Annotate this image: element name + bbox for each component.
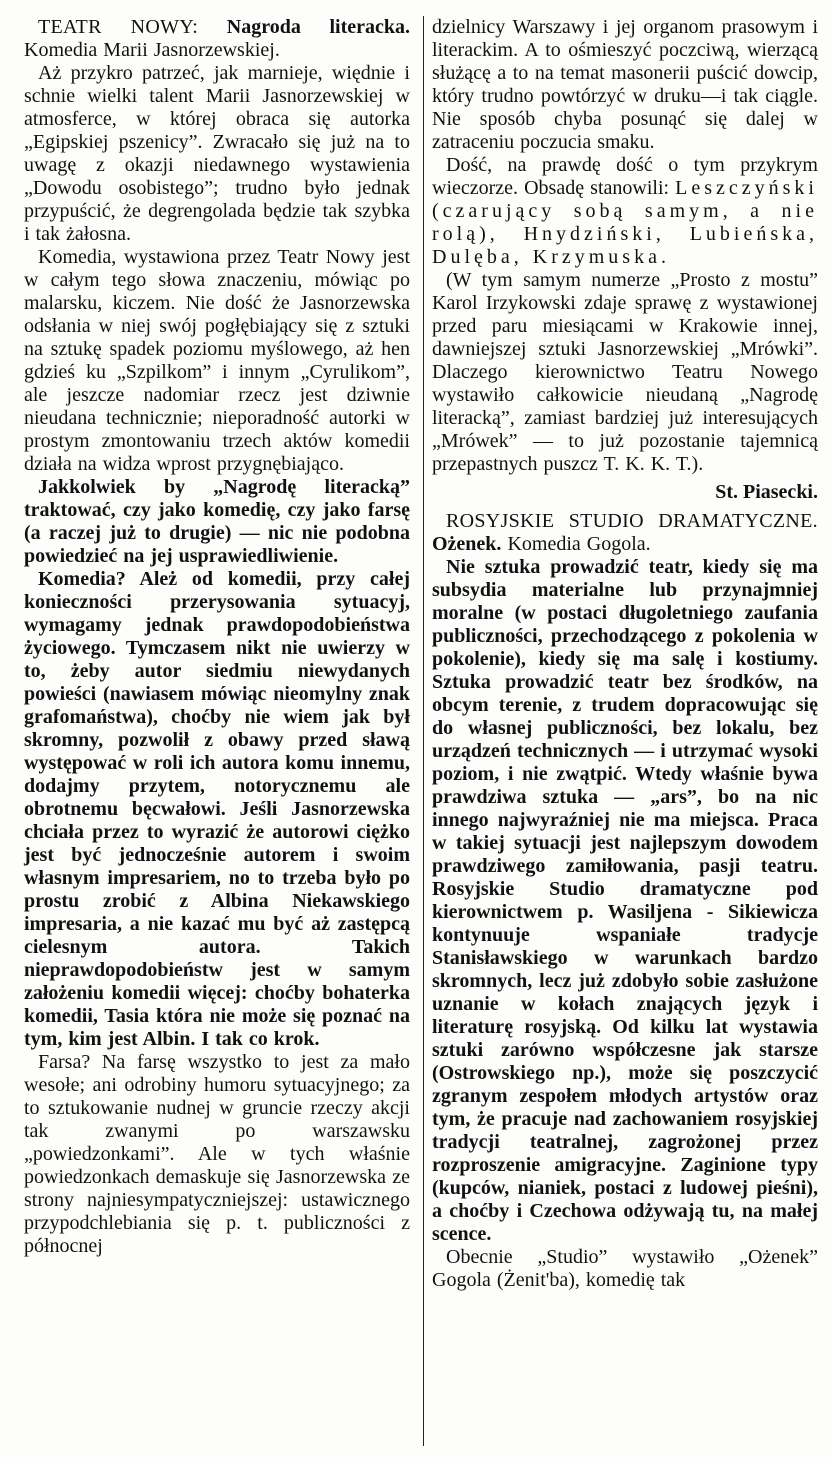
columns (24, 16, 824, 1446)
paragraph: (W tym samym numerze „Prosto z mostu” Karol Irzykowski zdaje sprawę z wystawionej przed paru miesiącami w Krakowie innej, dawniejszej sztuki Jasnorzewskiej „Mrówki”. Dlaczego kierownictwo Teatru Nowego wystawiło całkowicie nieudaną „Nagrodę literacką”, zamiast bardziej już interesujących „Mrówek” — to już pozostanie tajemnicą przepastnych puszcz T. K. K. T.). (432, 269, 818, 475)
paragraph: Komedia, wystawiona przez Teatr Nowy jest w całym tego słowa znaczeniu, mówiąc po malarsku, kiczem. Nie dość że Jasnorzewska odsłania w niej swój pogłębiający się z sztuki na sztukę spadek poziomu myślowego, aż hen gdzieś ku „Szpilkom” i innym „Cyrulikom”, ale jeszcze nadomiar rzecz jest dziwnie nieudana technicznie; nieporadność autorki w prostym zmontowaniu trzech aktów komedii działa na widza wprost przygnębiająco. (24, 246, 410, 475)
review-heading-rosyjskie-studio (432, 510, 818, 556)
play-subtitle: Komedia Marii Jasnorzewskiej. (24, 39, 280, 61)
paragraph: Aż przykro patrzeć, jak marnieje, więdnie i schnie wielki talent Marii Jasnorzewskiej w atmosferce, w której obraca się autorka „Egipskiej pszenicy”. Zwracało się już na to uwagę z okazji niedawnego wystawienia „Dowodu osobistego”; trudno było jednak przypuścić, że degrengolada będzie tak szybka i tak żałosna. (24, 62, 410, 245)
right-column (432, 16, 818, 1292)
paragraph-cast (432, 154, 818, 269)
left-column (24, 16, 410, 1258)
paragraph: Farsa? Na farsę wszystko to jest za mało wesołe; ani odrobiny humoru sytuacyjnego; za to sztukowanie nudnej w gruncie rzeczy akcji tak zwanymi po warszawsku „powiedzonkami”. Ale w tych właśnie powiedzonkach demaskuje się Jasnorzewska ze strony najniesympatyczniejszej: ustawicznego przypodchlebiania się p. t. publiczności z północnej (24, 1051, 410, 1257)
play-title: Nagroda literacka. (226, 16, 411, 38)
paragraph: Komedia? Ależ od komedii, przy całej konieczności przerysowania sytuacyj, wymagamy jednak prawdopodobieństwa życiowego. Tymczasem nikt nie uwierzy w to, żeby autor siedmiu niewydanych powieści (nawiasem mówiąc nieomylny znak grafomaństwa), choćby nie wiem jak był skromny, pozwolił z obawy przed sławą występować w roli ich autora komu innemu, dodajmy przytem, notorycznemu ale obrotnemu bęcwałowi. Jeśli Jasnorzewska chciała przez to wyrazić że autorowi ciężko jest być jednocześnie autorem i swoim własnym impresariem, no to trzeba było po prostu zrobić z Albina Niekawskiego impresaria, a nie kazać mu być aż zastępcą cielesnym autora. Takich nieprawdopodobieństw jest w samym założeniu komedii więcej: choćby bohaterka komedii, Tasia która nie może się poznać na tym, kim jest Albin. I tak co krok. (24, 568, 410, 1050)
theatre-name: TEATR NOWY: (38, 16, 199, 38)
paragraph: Jakkolwiek by „Nagrodę literacką” traktować, czy jako komedię, czy jako farsę (a raczej już to drugie) — nic nie podobna powiedzieć na jej usprawiedliwienie. (24, 476, 410, 567)
column-divider (423, 16, 424, 1446)
author-signature: St. Piasecki. (715, 481, 818, 503)
cast-intro: Dość, na prawdę dość o tym przykrym wieczorze. Obsadę stanowili: (432, 154, 818, 199)
paragraph: Obecnie „Studio” wystawiło „Ożenek” Gogola (Żenit'ba), komedię tak (432, 1246, 818, 1291)
play-subtitle: Komedia Gogola. (507, 533, 651, 555)
cast-names: Leszczyński (czarujący sobą samym, a nie rolą), Hnydziński, Lubieńska, Dulęba, Krzymuska. (432, 177, 818, 268)
theatre-name: ROSYJSKIE STUDIO DRAMATYCZNE. (446, 510, 818, 532)
review-heading-teatr-nowy (24, 16, 410, 62)
play-title: Ożenek. (432, 533, 502, 555)
paragraph: Nie sztuka prowadzić teatr, kiedy się ma subsydia materialne lub przynajmniej moralne (w postaci długoletniego zaufania publiczności, przechodzącego z pokolenia w pokolenie), kiedy się ma salę i kostiumy. Sztuka prowadzić teatr bez środków, na obcym terenie, z trudem dopracowując się do własnej publiczności, bez lokalu, bez urządzeń technicznych — i utrzymać wysoki poziom, i nie zwątpić. Wtedy właśnie bywa prawdziwa sztuka — „ars”, bo na nic innego najwyraźniej nie ma miejsca. Praca w takiej sytuacji jest najlepszym dowodem prawdziwego zamiłowania, pasji teatru. Rosyjskie Studio dramatyczne pod kierownictwem p. Wasiljena - Sikiewicza kontynuuje wspaniałe tradycje Stanisławskiego w warunkach bardzo skromnych, lecz już zdobyło sobie zasłużone uznanie w kołach znających język i literaturę rosyjską. Od kilku lat wystawia sztuki zarówno współczesne jak starsze (Ostrowskiego np.), może się poszczycić zgranym zespołem młodych artystów oraz tym, że pracuje nad zachowaniem rosyjskiej tradycji teatralnej, zagrożonej przez rozproszenie amigracyjne. Zaginione typy (kupców, nianiek, postaci z ludowej pieśni), a choćby i Czechowa odżywają tu, na małej scence. (432, 556, 818, 1245)
paragraph-continued: dzielnicy Warszawy i jej organom prasowym i literackim. A to ośmieszyć poczciwą, wierzącą służącę a to na temat masonerii puścić dowcip, który trudno powtórzyć w druku—i tak ciągle. Nie sposób chyba posunąć się dalej w zatraceniu poczucia smaku. (432, 16, 818, 153)
